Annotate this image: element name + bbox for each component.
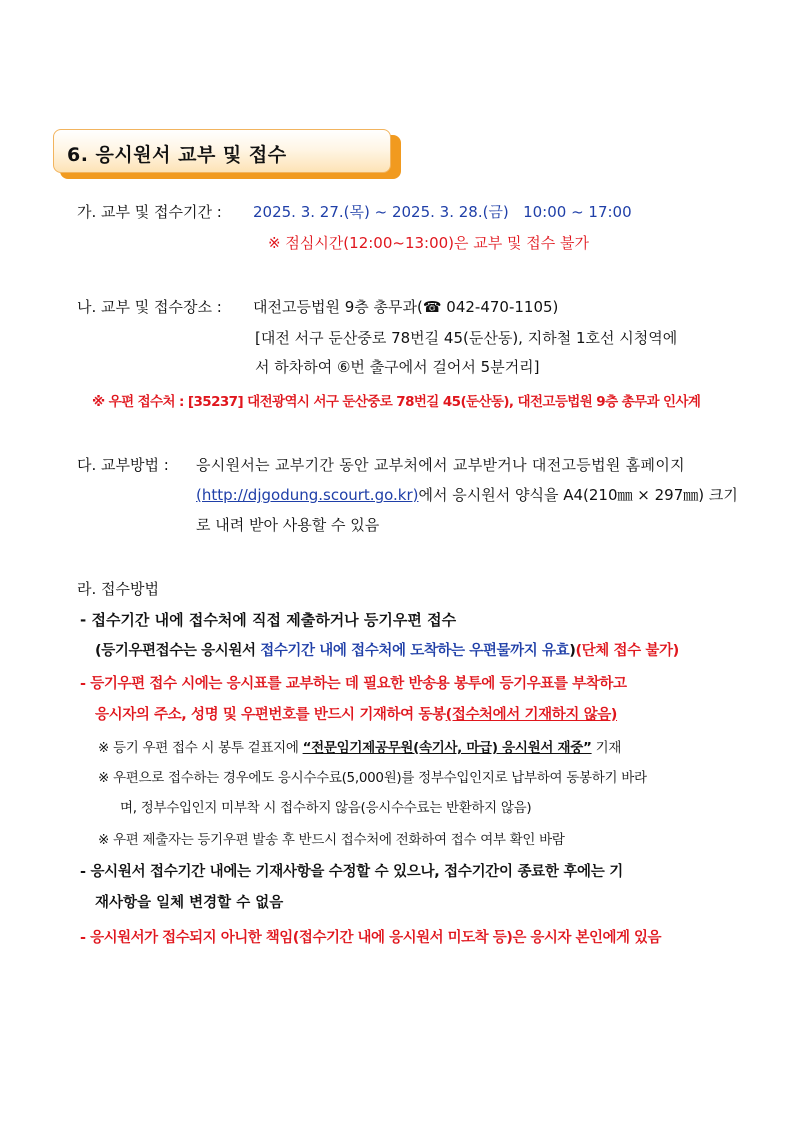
ga-label: 가. 교부 및 접수기간 : xyxy=(77,203,222,221)
ra-note3: ※ 우편 제출자는 등기우편 발송 후 반드시 접수처에 전화하여 접수 여부 확인 바람 xyxy=(98,832,565,848)
na-place: 대전고등법원 9층 총무과(☎ 042-470-1105) xyxy=(253,298,559,316)
section-heading: 6. 응시원서 교부 및 접수 xyxy=(67,144,287,166)
ra-bullet4: - 응시원서가 접수되지 아니한 책임(접수기간 내에 응시원서 미도착 등)은 응시자 본인에게 있음 xyxy=(80,930,662,946)
ra-bullet1-sub-a: (등기우편접수는 응시원서 xyxy=(95,643,261,659)
ra-bullet3-line2: 재사항을 일체 변경할 수 없음 xyxy=(95,895,284,911)
ra-bullet1-sub-close: ) xyxy=(569,643,576,659)
na-mail-note: ※ 우편 접수처 : [35237] 대전광역시 서구 둔산중로 78번길 45(둔산동), 대전고등법원 9층 총무과 인사계 xyxy=(92,394,701,410)
da-line3: 로 내려 받아 사용할 수 있음 xyxy=(196,516,380,534)
ra-label: 라. 접수방법 xyxy=(77,580,159,598)
ra-bullet1-sub-valid: 접수기간 내에 접수처에 도착하는 우편물까지 유효 xyxy=(260,643,570,659)
na-label: 나. 교부 및 접수장소 : xyxy=(77,298,222,316)
ga-period: 2025. 3. 27.(목) ~ 2025. 3. 28.(금) 10:00 ~ 17:00 xyxy=(253,203,632,221)
da-line1: 응시원서는 교부기간 동안 교부처에서 교부받거나 대전고등법원 홈페이지 xyxy=(196,456,685,474)
ra-bullet3-line1: - 응시원서 접수기간 내에는 기재사항을 수정할 수 있으나, 접수기간이 종료한 후에는 기 xyxy=(80,864,623,880)
ra-note1-c: 기재 xyxy=(591,740,622,756)
da-line2: 에서 응시원서 양식을 A4(210㎜ × 297㎜) 크기 xyxy=(418,486,738,504)
ga-lunch-note: ※ 점심시간(12:00~13:00)은 교부 및 접수 불가 xyxy=(268,234,590,252)
ra-bullet2-line2a: 응시자의 주소, 성명 및 우편번호를 반드시 기재하여 동봉 xyxy=(95,707,446,723)
ra-note1-a: ※ 등기 우편 접수 시 봉투 겉표지에 xyxy=(98,740,303,756)
ra-bullet1: - 접수기간 내에 접수처에 직접 제출하거나 등기우편 접수 xyxy=(80,611,457,629)
ra-note2-line2: 며, 정부수입인지 미부착 시 접수하지 않음(응시수수료는 반환하지 않음) xyxy=(120,800,532,816)
ra-note1-envelope: “전문임기제공무원(속기사, 마급) 응시원서 재중” xyxy=(302,740,592,756)
court-homepage-link[interactable]: (http://djgodung.scourt.go.kr) xyxy=(196,486,419,504)
ra-bullet2-line1: - 등기우편 접수 시에는 응시표를 교부하는 데 필요한 반송용 봉투에 등기우표를 부착하고 xyxy=(80,676,627,692)
ra-bullet1-sub-group: (단체 접수 불가) xyxy=(575,643,679,659)
da-label: 다. 교부방법 : xyxy=(77,456,169,474)
na-address-line1: [대전 서구 둔산중로 78번길 45(둔산동), 지하철 1호선 시청역에 xyxy=(255,329,678,347)
ra-note2-line1: ※ 우편으로 접수하는 경우에도 응시수수료(5,000원)를 정부수입인지로 납부하여 동봉하기 바라 xyxy=(98,770,647,786)
ra-bullet2-line2b: (접수처에서 기재하지 않음) xyxy=(445,707,618,723)
na-address-line2: 서 하차하여 ⑥번 출구에서 걸어서 5분거리] xyxy=(255,358,540,376)
